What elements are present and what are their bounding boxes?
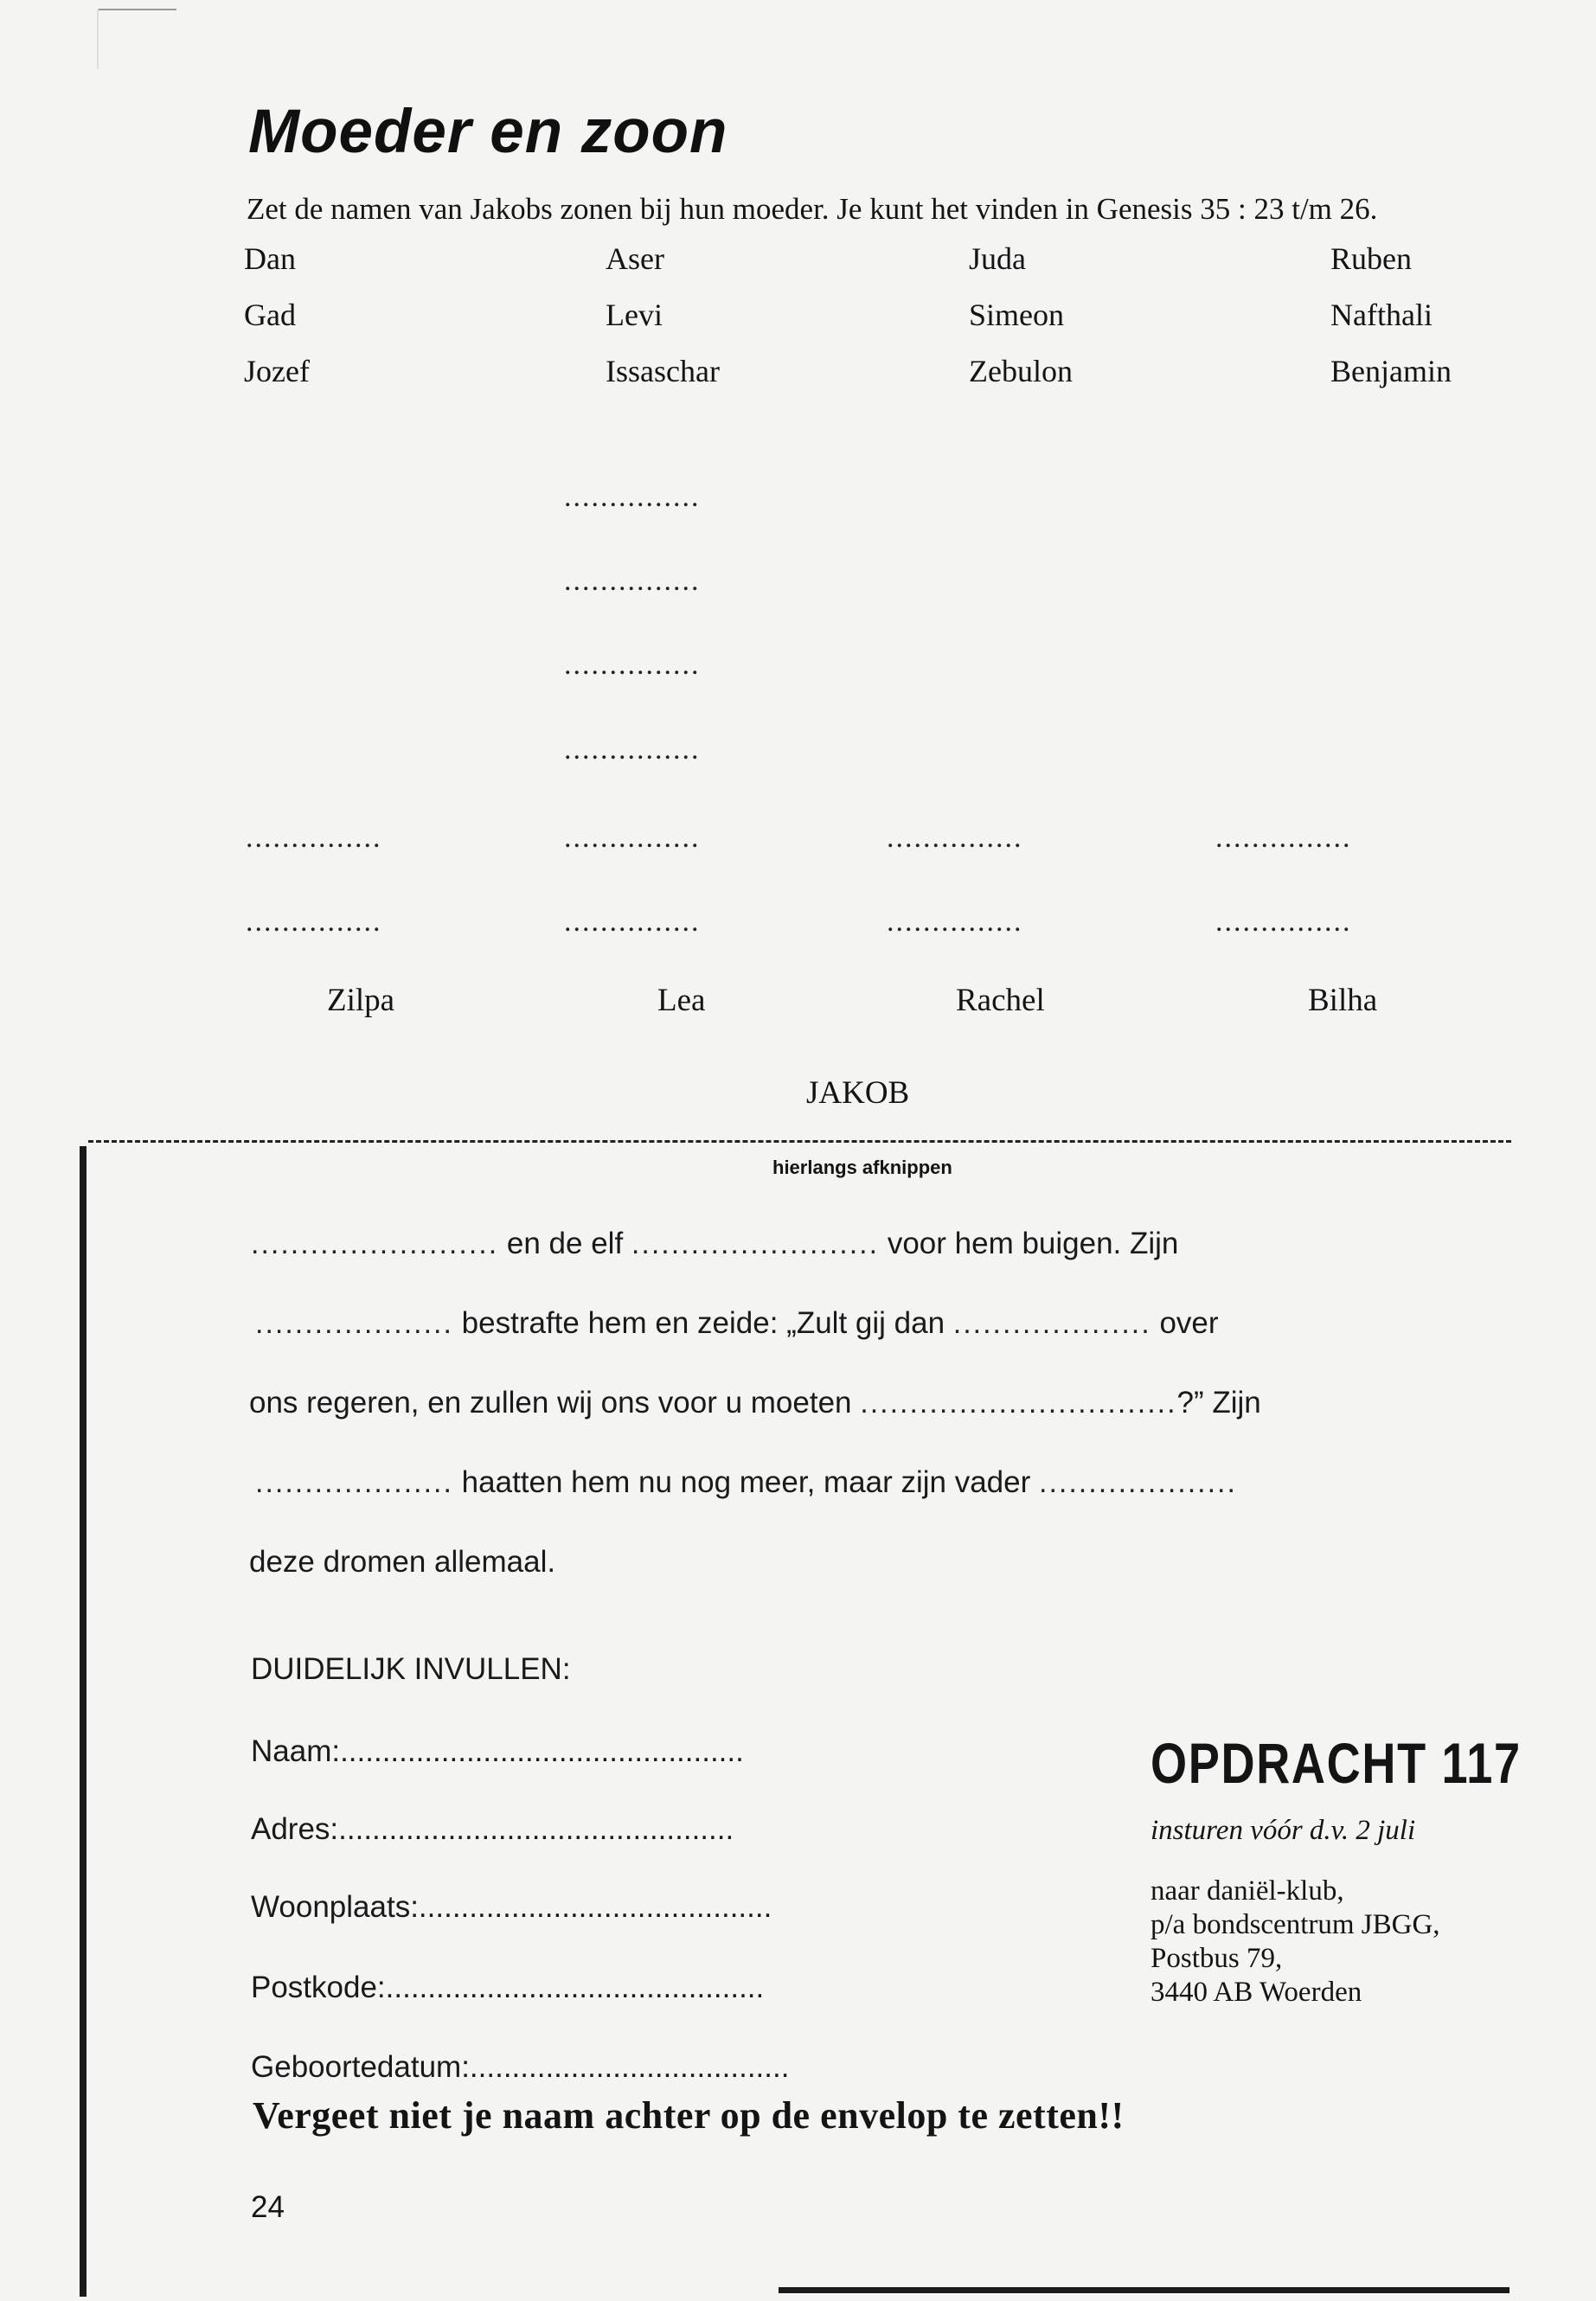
residence-field[interactable]: Woonplaats:.......................................... (251, 1890, 772, 1924)
mother-name: Zilpa (327, 983, 395, 1018)
story-blank[interactable]: ................................ (860, 1387, 1177, 1420)
cut-line-label: hierlangs afknippen (772, 1157, 952, 1178)
story-text: ons regeren, en zullen wij ons voor u moeten (249, 1386, 852, 1420)
form-heading: DUIDELIJK INVULLEN: (251, 1652, 571, 1686)
answer-line-rachel-1[interactable]: ............... (887, 822, 1023, 854)
answer-line-lea-2[interactable]: ............... (564, 565, 701, 597)
son-name: Dan (244, 241, 296, 276)
answer-line-lea-3[interactable]: ............... (564, 649, 701, 681)
address-line: Postbus 79, (1151, 1943, 1283, 1974)
page-number: 24 (251, 2190, 285, 2224)
story-line-3 (249, 1386, 1261, 1420)
son-name: Simeon (969, 298, 1065, 332)
scan-corner-mark (97, 9, 176, 10)
story-text: voor hem buigen. Zijn (887, 1227, 1179, 1260)
address-line: p/a bondscentrum JBGG, (1151, 1909, 1440, 1940)
son-name: Issaschar (606, 354, 720, 388)
son-name: Juda (969, 241, 1026, 276)
story-blank[interactable]: .................... (255, 1466, 453, 1499)
address-field[interactable]: Adres:............................................... (251, 1812, 734, 1846)
story-text: bestrafte hem en zeide: „Zult gij dan (461, 1306, 945, 1340)
story-line-5: deze dromen allemaal. (249, 1545, 556, 1579)
mother-name: Lea (657, 983, 706, 1018)
scan-corner-mark-vertical (97, 9, 99, 69)
son-name: Levi (606, 298, 663, 332)
answer-line-lea-6[interactable]: ............... (564, 906, 701, 938)
story-blank[interactable]: ......................... (251, 1227, 499, 1260)
address-line: naar daniël-klub, (1151, 1875, 1344, 1907)
story-line-2 (255, 1306, 1219, 1341)
mother-name: Rachel (956, 983, 1045, 1018)
story-line-1 (251, 1227, 1178, 1261)
story-text: en de elf (506, 1227, 624, 1260)
cut-line (88, 1140, 1511, 1143)
son-name: Zebulon (969, 354, 1073, 388)
answer-line-rachel-2[interactable]: ............... (887, 906, 1023, 938)
story-text: over (1159, 1306, 1219, 1340)
son-name: Jozef (244, 354, 310, 388)
story-blank[interactable]: .................... (1039, 1466, 1237, 1499)
story-blank[interactable]: .................... (952, 1307, 1151, 1340)
address-line: 3440 AB Woerden (1151, 1977, 1362, 2008)
left-margin-bar (80, 1146, 87, 2297)
son-name: Aser (606, 241, 664, 276)
answer-line-bilha-2[interactable]: ............... (1215, 906, 1352, 938)
envelope-reminder: Vergeet niet je naam achter op de envelop te zetten!! (253, 2094, 1125, 2137)
answer-line-zilpa-1[interactable]: ............... (246, 822, 382, 854)
page-title: Moeder en zoon (248, 98, 728, 166)
bottom-margin-bar (779, 2287, 1509, 2293)
story-line-4 (255, 1465, 1237, 1500)
story-blank[interactable]: .................... (255, 1307, 453, 1340)
story-blank[interactable]: ......................... (631, 1227, 880, 1260)
story-text: haatten hem nu nog meer, maar zijn vader (461, 1465, 1031, 1499)
instruction-text: Zet de namen van Jakobs zonen bij hun moeder. Je kunt het vinden in Genesis 35 : 23 t/m 26. (247, 192, 1378, 226)
postcode-field[interactable]: Postkode:............................................. (251, 1971, 765, 2004)
birthdate-field[interactable]: Geboortedatum:...................................... (251, 2050, 790, 2084)
answer-line-lea-4[interactable]: ............... (564, 734, 701, 766)
son-name: Benjamin (1330, 354, 1452, 388)
story-text: ?” Zijn (1176, 1386, 1261, 1420)
son-name: Gad (244, 298, 296, 332)
son-name: Ruben (1330, 241, 1412, 276)
father-name: JAKOB (806, 1075, 910, 1111)
answer-line-zilpa-2[interactable]: ............... (246, 906, 382, 938)
answer-line-bilha-1[interactable]: ............... (1215, 822, 1352, 854)
son-name: Nafthali (1330, 298, 1433, 332)
assignment-title: OPDRACHT 117 (1151, 1731, 1522, 1795)
mother-name: Bilha (1308, 983, 1378, 1018)
name-field[interactable]: Naam:................................................ (251, 1734, 744, 1768)
answer-line-lea-5[interactable]: ............... (564, 822, 701, 854)
answer-line-lea-1[interactable]: ............... (564, 481, 701, 513)
assignment-deadline: insturen vóór d.v. 2 juli (1151, 1815, 1416, 1846)
